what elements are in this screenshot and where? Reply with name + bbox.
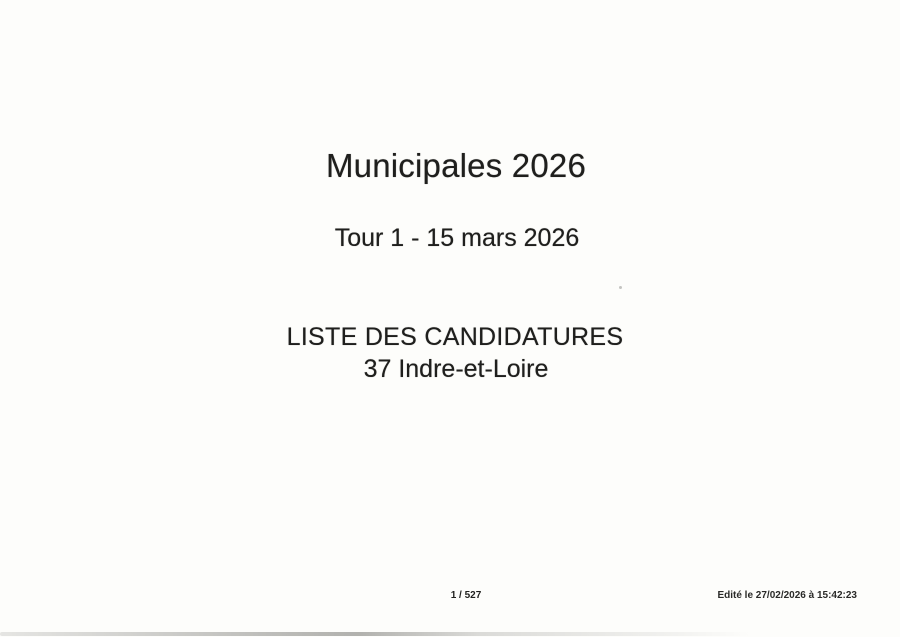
document-subtitle: Tour 1 - 15 mars 2026 <box>334 224 580 252</box>
department-line: 37 Indre-et-Loire <box>363 355 549 383</box>
scan-speck <box>619 286 622 289</box>
scan-artifact-bar <box>0 632 750 636</box>
list-heading: LISTE DES CANDIDATURES <box>286 323 624 351</box>
page-number: 1 / 527 <box>450 590 482 601</box>
document-title: Municipales 2026 <box>325 147 587 184</box>
edited-timestamp: Edité le 27/02/2026 à 15:42:23 <box>717 590 857 601</box>
